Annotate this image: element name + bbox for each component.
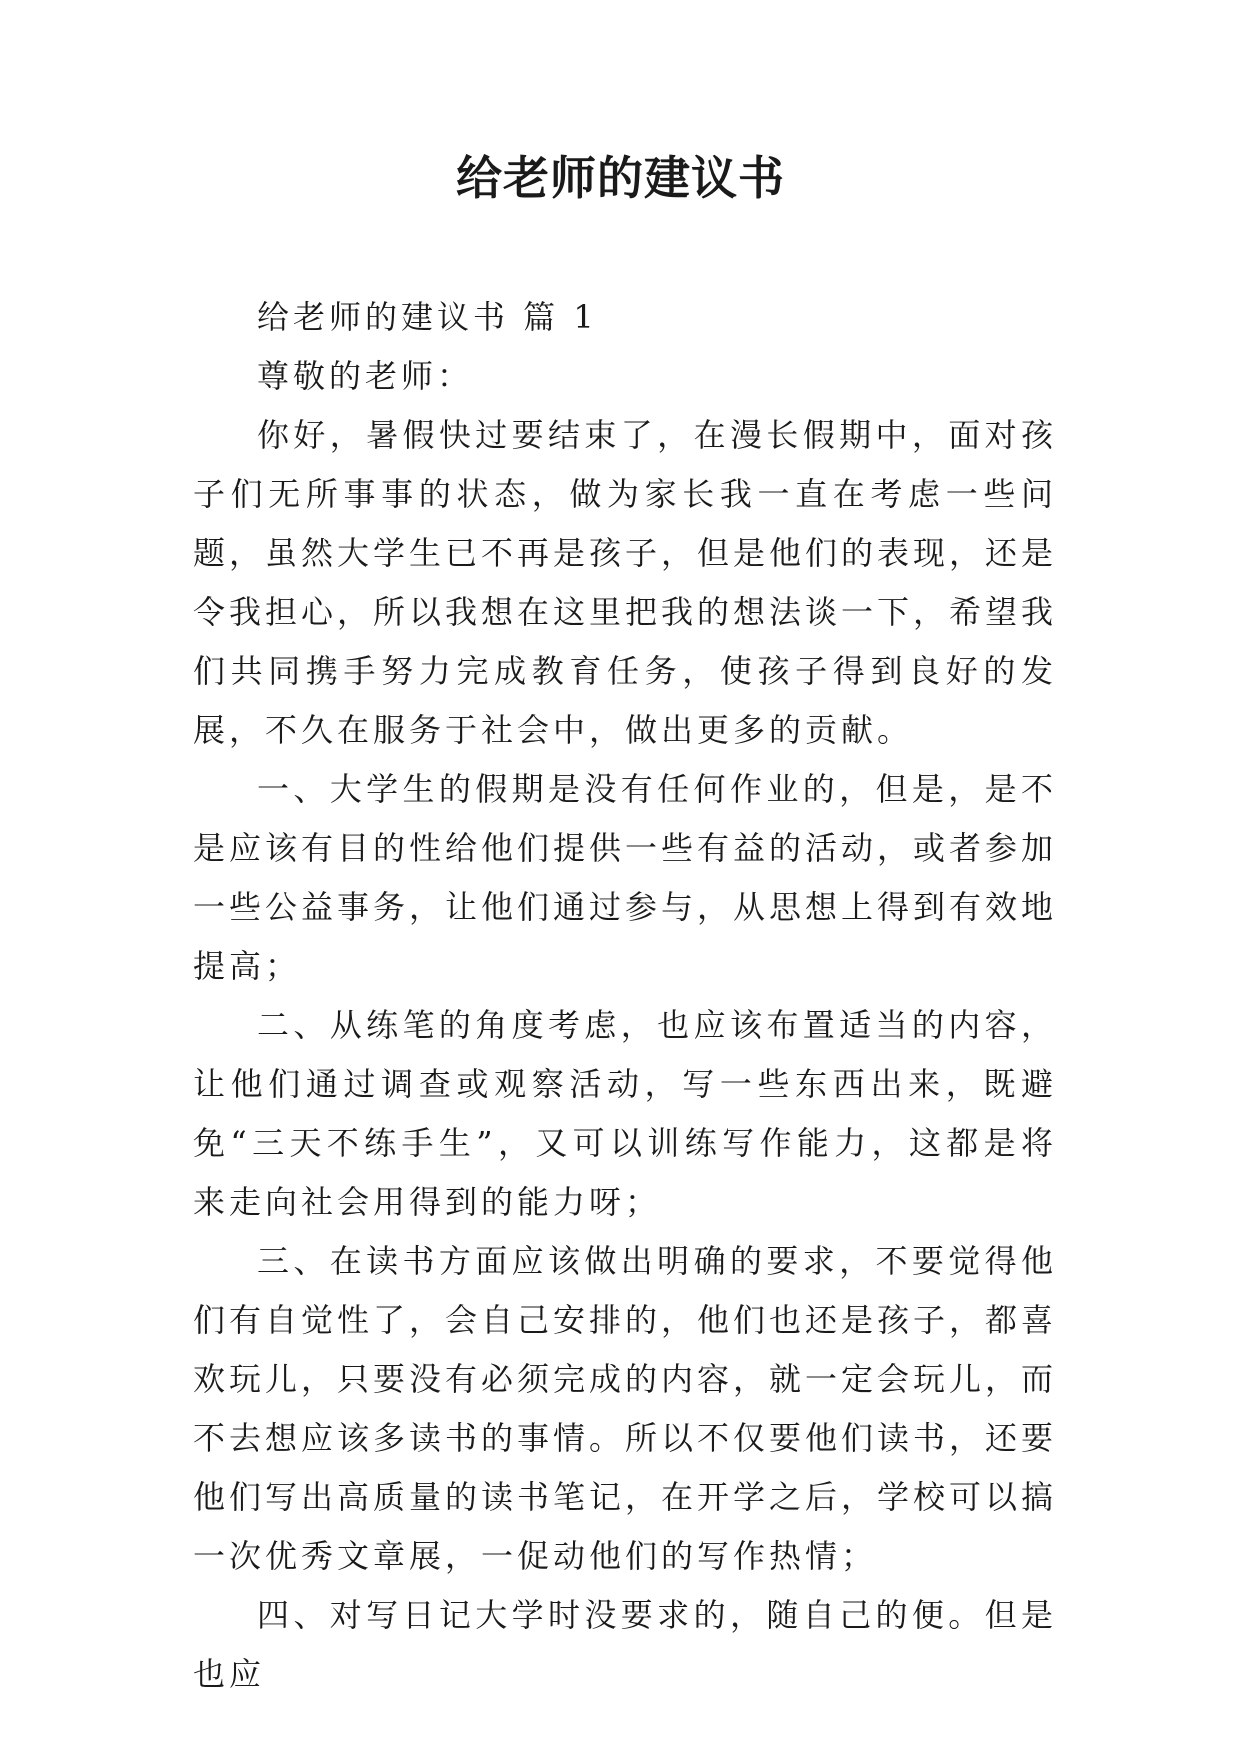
paragraph: 四、对写日记大学时没要求的，随自己的便。但是也应 xyxy=(193,1596,1057,1693)
paragraph: 三、在读书方面应该做出明确的要求，不要觉得他们有自觉性了，会自己安排的，他们也还是孩子，都喜欢玩儿，只要没有必须完成的内容，就一定会玩儿，而不去想应该多读书的事情。所以不仅要他们读书，还要他们写出高质量的读书笔记，在开学之后，学校可以搞一次优秀文章展，一促动他们的写作热情； xyxy=(193,1242,1058,1575)
paragraph: 你好，暑假快过要结束了，在漫长假期中，面对孩子们无所事事的状态，做为家长我一直在考虑一些问题，虽然大学生已不再是孩子，但是他们的表现，还是令我担心，所以我想在这里把我的想法谈一下，希望我们共同携手努力完成教育任务，使孩子得到良好的发展，不久在服务于社会中，做出更多的贡献。 xyxy=(193,416,1058,749)
salutation: 尊敬的老师： xyxy=(257,357,474,395)
document-title: 给老师的建议书 xyxy=(456,151,785,205)
paragraph: 二、从练笔的角度考虑，也应该布置适当的内容，让他们通过调查或观察活动，写一些东西出来，既避免“三天不练手生”，又可以训练写作能力，这都是将来走向社会用得到的能力呀； xyxy=(193,1006,1057,1221)
section-heading: 给老师的建议书 篇 1 xyxy=(257,298,598,336)
paragraph: 一、大学生的假期是没有任何作业的，但是，是不是应该有目的性给他们提供一些有益的活动，或者参加一些公益事务，让他们通过参与，从思想上得到有效地提高； xyxy=(193,770,1058,985)
document-body xyxy=(193,288,1057,1704)
